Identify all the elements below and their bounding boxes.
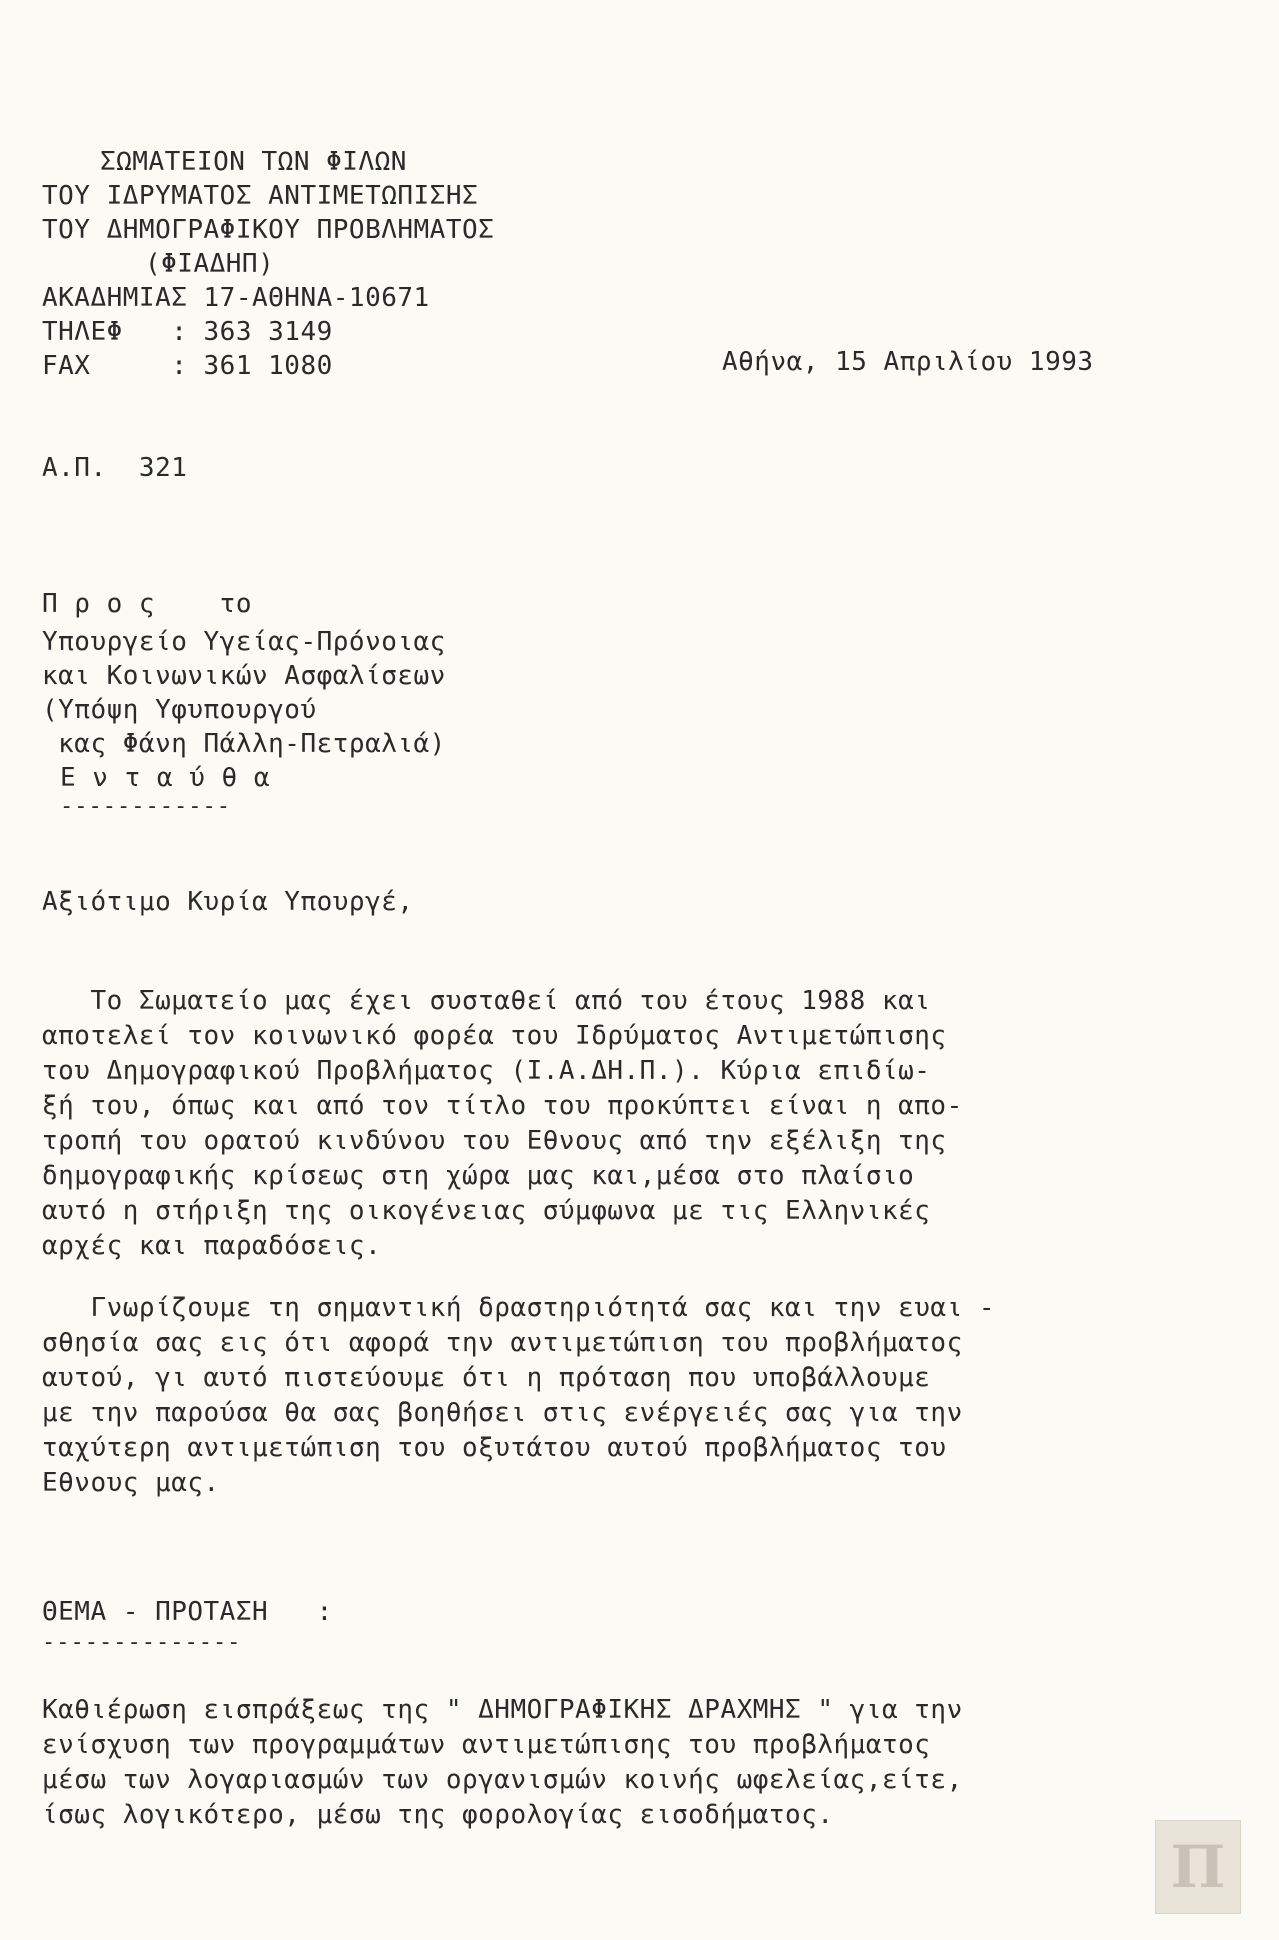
archive-logo-glyph: Π (1170, 1833, 1226, 1901)
archive-stamp-logo (1155, 1820, 1241, 1914)
recipient-line1: Υπουργείο Υγείας-Πρόνοιας (42, 627, 446, 657)
paragraph-line: Το Σωματείο μας έχει συσταθεί από του έτους 1988 και (42, 986, 931, 1016)
paragraph-line: αυτό η στήριξη της οικογένειας σύμφωνα με τις Ελληνικές (42, 1196, 931, 1226)
reference-number: Α.Π. 321 (42, 453, 188, 483)
letter-date: Αθήνα, 15 Απριλίου 1993 (722, 347, 1094, 377)
recipient-line5: Ε ν τ α ύ θ α (60, 763, 270, 793)
paragraph-line: δημογραφικής κρίσεως στη χώρα μας και,μέσα στο πλαίσιο (42, 1161, 915, 1191)
sender-phone: ΤΗΛΕΦ : 363 3149 (42, 317, 333, 347)
recipient-pros: Π ρ ο ς το (42, 589, 252, 619)
salutation: Αξιότιμο Κυρία Υπουργέ, (42, 887, 414, 917)
paragraph-line: αυτού, γι αυτό πιστεύουμε ότι η πρόταση που υποβάλλουμε (42, 1363, 931, 1393)
paragraph-line: ξή του, όπως και από τον τίτλο του προκύπτει είναι η απο- (42, 1091, 963, 1121)
sender-name-line1: ΣΩΜΑΤΕΙΟΝ ΤΩΝ ΦΙΛΩΝ (100, 147, 407, 177)
subject-rule: -------------- (42, 1630, 242, 1655)
paragraph-line: τροπή του ορατού κινδύνου του Εθνους από την εξέλιξη της (42, 1126, 947, 1156)
recipient-line4: κας Φάνη Πάλλη-Πετραλιά) (42, 729, 446, 759)
subject-title: ΘΕΜΑ - ΠΡΟΤΑΣΗ : (42, 1597, 333, 1627)
sender-name-line3: ΤΟΥ ΔΗΜΟΓΡΑΦΙΚΟΥ ΠΡΟΒΛΗΜΑΤΟΣ (42, 215, 495, 245)
recipient-rule: ------------ (60, 794, 231, 819)
paragraph-line: μέσω των λογαριασμών των οργανισμών κοινής ωφελείας,είτε, (42, 1765, 963, 1795)
sender-name-line2: ΤΟΥ ΙΔΡΥΜΑΤΟΣ ΑΝΤΙΜΕΤΩΠΙΣΗΣ (42, 181, 479, 211)
paragraph-line: ταχύτερη αντιμετώπιση του οξυτάτου αυτού προβλήματος του (42, 1433, 947, 1463)
paragraph-line: ενίσχυση των προγραμμάτων αντιμετώπισης του προβλήματος (42, 1730, 931, 1760)
paragraph-line: Εθνους μας. (42, 1468, 220, 1498)
paragraph-line: Γνωρίζουμε τη σημαντική δραστηριότητά σας και την ευαι - (42, 1293, 996, 1323)
paragraph-line: αρχές και παραδόσεις. (42, 1231, 382, 1261)
sender-address: ΑΚΑΔΗΜΙΑΣ 17-ΑΘΗΝΑ-10671 (42, 283, 430, 313)
paragraph-line: σθησία σας εις ότι αφορά την αντιμετώπιση του προβλήματος (42, 1328, 963, 1358)
paragraph-line: ίσως λογικότερο, μέσω της φορολογίας εισοδήματος. (42, 1800, 834, 1830)
sender-fax: FAX : 361 1080 (42, 351, 333, 381)
recipient-line2: και Κοινωνικών Ασφαλίσεων (42, 661, 446, 691)
sender-abbr: (ΦΙΑΔΗΠ) (145, 249, 275, 279)
paragraph-line: του Δημογραφικού Προβλήματος (Ι.Α.ΔΗ.Π.). Κύρια επιδίω- (42, 1056, 931, 1086)
paragraph-line: Καθιέρωση εισπράξεως της " ΔΗΜΟΓΡΑΦΙΚΗΣ ΔΡΑΧΜΗΣ " για την (42, 1695, 963, 1725)
paragraph-line: με την παρούσα θα σας βοηθήσει στις ενέργειές σας για την (42, 1398, 963, 1428)
recipient-line3: (Υπόψη Υφυπουργού (42, 695, 317, 725)
paragraph-line: αποτελεί τον κοινωνικό φορέα του Ιδρύματος Αντιμετώπισης (42, 1021, 947, 1051)
